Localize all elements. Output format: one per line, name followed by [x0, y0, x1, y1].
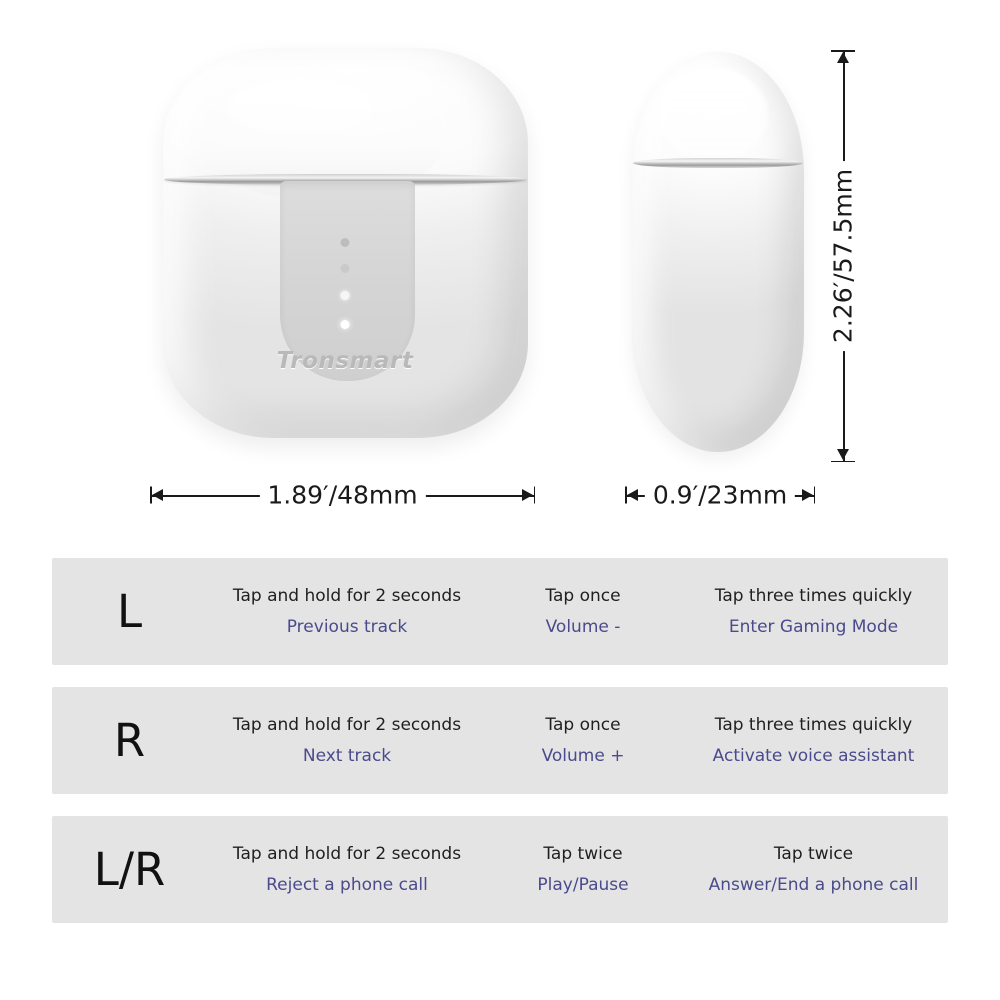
brand-logo-text: Tronsmart [276, 348, 414, 374]
led-indicator-dot [341, 238, 350, 247]
arrow-right-icon [522, 489, 533, 501]
dimension-earbud-height [826, 50, 860, 462]
case-lid-specular [225, 78, 375, 138]
gesture-control-table [52, 558, 948, 945]
gesture-result: Enter Gaming Mode [728, 617, 899, 637]
earbud-image [632, 52, 807, 452]
arrow-left-icon [627, 489, 638, 501]
gesture-action: Tap once [545, 586, 621, 606]
led-indicator-dot [341, 264, 350, 273]
gesture-action: Tap twice [773, 844, 854, 864]
gesture-action: Tap twice [543, 844, 623, 864]
gesture-result: Play/Pause [537, 875, 629, 895]
gesture-action: Tap and hold for 2 seconds [232, 586, 462, 606]
earbud-side-label: R [113, 714, 146, 767]
gesture-cell [487, 844, 679, 895]
gesture-result: Volume - [545, 617, 621, 637]
gesture-action: Tap and hold for 2 seconds [232, 715, 462, 735]
arrow-up-icon [837, 52, 849, 63]
gesture-result: Next track [302, 746, 392, 766]
gesture-result: Volume + [541, 746, 625, 766]
gesture-action: Tap three times quickly [714, 715, 913, 735]
gesture-action: Tap three times quickly [714, 586, 913, 606]
table-row [52, 816, 948, 923]
table-row [52, 558, 948, 665]
gesture-cell [487, 586, 679, 637]
arrow-left-icon [152, 489, 163, 501]
gesture-action: Tap and hold for 2 seconds [232, 844, 462, 864]
gesture-action: Tap once [545, 715, 621, 735]
earbud-height-label: 2.26′/57.5mm [823, 161, 864, 351]
led-indicator-dot [341, 291, 350, 300]
gesture-cell [679, 586, 948, 637]
earbud-highlight [658, 68, 768, 163]
dimension-case-width [150, 478, 535, 512]
gesture-cell [207, 586, 487, 637]
gesture-cell [207, 715, 487, 766]
case-width-label: 1.89′/48mm [259, 481, 425, 510]
gesture-result: Activate voice assistant [712, 746, 915, 766]
gesture-cell [679, 715, 948, 766]
gesture-cell [487, 715, 679, 766]
gesture-result: Reject a phone call [266, 875, 428, 895]
charging-case-image [155, 48, 535, 448]
gesture-cell [679, 844, 948, 895]
gesture-result: Answer/End a phone call [708, 875, 919, 895]
earbud-side-label: L/R [93, 843, 166, 896]
gesture-cell [207, 844, 487, 895]
dimension-earbud-width [625, 478, 815, 512]
arrow-right-icon [802, 489, 813, 501]
earbud-seam-line [633, 158, 803, 168]
earbud-width-label: 0.9′/23mm [645, 481, 795, 510]
table-row [52, 687, 948, 794]
arrow-down-icon [837, 449, 849, 460]
earbud-side-label: L [116, 585, 143, 638]
led-indicator-dot [341, 320, 350, 329]
gesture-result: Previous track [286, 617, 408, 637]
